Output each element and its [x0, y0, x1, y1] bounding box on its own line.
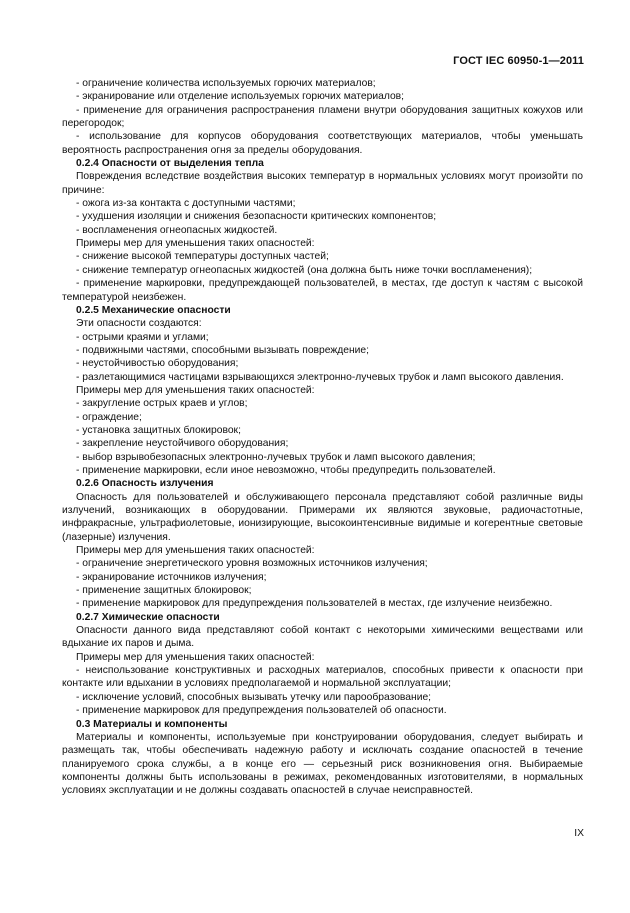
paragraph: Опасности данного вида представляют собой контакт с некоторыми химическими веществами или вдыхание их паров и дыма.	[62, 625, 583, 650]
paragraph: - экранирование источников излучения;	[76, 571, 267, 583]
paragraph: Опасность для пользователей и обслуживающего персонала представляют собой различные виды излучений, возникающих в оборудовании. Примерами их являются звуковые, радиочастотные, инфракрасные, ультрафиолетовые, ионизирующие, высокоинтенсивные видимые и когерентные световые (лазерные) излучения.	[62, 491, 583, 543]
paragraph: - неиспользование конструктивных и расходных материалов, способных привести к опасности при контакте или вдыхании в условиях предполагаемой и нормальной эксплуатации;	[62, 665, 583, 690]
paragraph: Примеры мер для уменьшения таких опасностей:	[76, 384, 315, 396]
paragraph: - применение для ограничения распространения пламени внутри оборудования защитных кожухов или перегородок;	[62, 104, 583, 130]
paragraph: Примеры мер для уменьшения таких опасностей:	[76, 238, 315, 250]
paragraph: - экранирование или отделение используемых горючих материалов;	[76, 91, 405, 103]
section-heading: 0.2.7 Химические опасности	[76, 611, 220, 623]
paragraph: Повреждения вследствие воздействия высоких температур в нормальных условиях могут произойти по причине:	[62, 171, 583, 196]
paragraph: - ограждение;	[76, 411, 142, 423]
paragraph: - ограничение количества используемых горючих материалов;	[76, 78, 376, 89]
paragraph: Примеры мер для уменьшения таких опасностей:	[76, 651, 315, 663]
paragraph: - разлетающимися частицами взрывающихся электронно-лучевых трубок и ламп высокого давления.	[76, 371, 564, 383]
paragraph: - неустойчивостью оборудования;	[76, 358, 239, 370]
document-body	[62, 77, 583, 798]
paragraph: - исключение условий, способных вызывать утечку или парообразование;	[76, 691, 432, 703]
paragraph: - воспламенения огнеопасных жидкостей.	[76, 224, 278, 236]
paragraph: - снижение высокой температуры доступных частей;	[76, 251, 329, 263]
section-heading: 0.2.4 Опасности от выделения тепла	[76, 158, 264, 170]
paragraph: - применение маркировок для предупреждения пользователей в местах, где излучение неизбежно.	[76, 598, 553, 610]
section-heading: 0.3 Материалы и компоненты	[76, 718, 228, 730]
section-heading: 0.2.6 Опасность излучения	[76, 478, 214, 490]
section-heading: 0.2.5 Механические опасности	[76, 304, 231, 316]
paragraph: - применение маркировки, если иное невозможно, чтобы предупредить пользователей.	[76, 464, 496, 476]
paragraph: - ожога из-за контакта с доступными частями;	[76, 198, 296, 210]
paragraph: - острыми краями и углами;	[76, 331, 209, 343]
paragraph: - применение защитных блокировок;	[76, 585, 252, 597]
paragraph: Материалы и компоненты, используемые при конструировании оборудования, следует выбирать и размещать так, чтобы обеспечивать надежную работу и исключать создание опасностей в течение планируемого срока службы, а в конце его — серьезный риск возникновения огня. Выбираемые компоненты должны быть использованы в режимах, рекомендованных изготовителями, в нормальных условиях эксплуатации и не должны создавать опасностей в случае неисправностей.	[62, 731, 583, 797]
paragraph: Примеры мер для уменьшения таких опасностей:	[76, 545, 315, 557]
paragraph: - применение маркировки, предупреждающей пользователей, в местах, где доступ к частям с высокой температурой неизбежен.	[62, 278, 583, 303]
paragraph: - ухудшения изоляции и снижения безопасности критических компонентов;	[76, 211, 437, 223]
paragraph: - выбор взрывобезопасных электронно-лучевых трубок и ламп высокого давления;	[76, 451, 476, 463]
paragraph: - использование для корпусов оборудования соответствующих материалов, чтобы уменьшать вероятность распространения огня за пределы оборудования.	[62, 131, 583, 156]
paragraph: - подвижными частями, способными вызывать повреждение;	[76, 344, 370, 356]
paragraph: - закрепление неустойчивого оборудования;	[76, 438, 289, 450]
paragraph: - установка защитных блокировок;	[76, 424, 241, 436]
paragraph: - снижение температур огнеопасных жидкостей (она должна быть ниже точки воспламенения);	[76, 264, 533, 276]
standard-header: ГОСТ IEC 60950-1—2011	[453, 55, 584, 67]
paragraph: - применение маркировок для предупреждения пользователей об опасности.	[76, 705, 447, 717]
paragraph: Эти опасности создаются:	[76, 318, 202, 330]
paragraph: - закругление острых краев и углов;	[76, 398, 248, 410]
paragraph: - ограничение энергетического уровня возможных источников излучения;	[76, 558, 428, 570]
page-number: IX	[574, 828, 584, 839]
